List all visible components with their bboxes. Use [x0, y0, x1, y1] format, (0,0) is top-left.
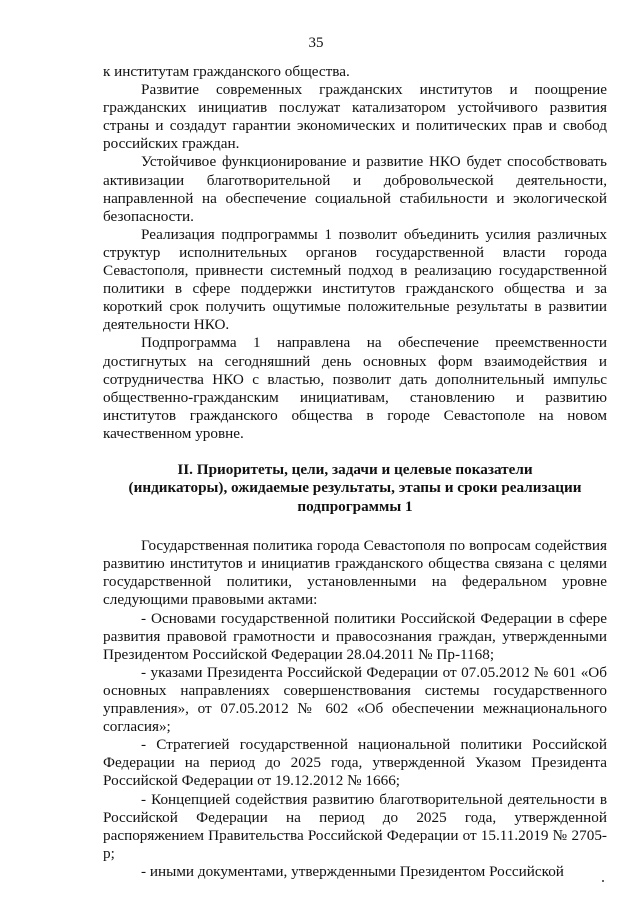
section-heading-line-1: II. Приоритеты, цели, задачи и целевые показатели: [177, 460, 533, 478]
page-speck: [602, 880, 604, 882]
list-item-legal-literacy: - Основами государственной политики Российской Федерации в сфере развития правовой грамотности и правосознания граждан, утвержденными Президентом Российской Федерации 28.04.2011 № Пр-1168;: [103, 609, 607, 663]
paragraph-state-policy: Государственная политика города Севастополя по вопросам содействия развитию институтов и инициатив гражданского общества связана с целями государственной политики, установленными на федеральном уровне следующими правовыми актами:: [103, 537, 607, 609]
paragraph-subprogram-aim: Подпрограмма 1 направлена на обеспечение преемственности достигнутых на сегодняшний день основных форм взаимодействия и сотрудничества НКО с властью, позволит дать дополнительный импульс общественно-гражданским инициативам, становлению и развитию институтов гражданского общества в городе Севастополе на новом качественном уровне.: [103, 334, 607, 442]
paragraph-civil-institutions: Развитие современных гражданских институтов и поощрение гражданских инициатив послужат катализатором устойчивого развития страны и создадут гарантии экономических и политических прав и свобод российских граждан.: [103, 81, 607, 153]
page-content: [103, 63, 607, 881]
paragraph-nko-functioning: Устойчивое функционирование и развитие НКО будет способствовать активизации благотворительной и добровольческой деятельности, направленной на обеспечение социальной стабильности и экологической безопасности.: [103, 153, 607, 225]
list-item-charity-concept: - Концепцией содействия развитию благотворительной деятельности в Российской Федерации на период до 2025 года, утвержденной распоряжением Правительства Российской Федерации от 15.11.2019 № 2705-р;: [103, 790, 607, 862]
paragraph-subprogram-implementation: Реализация подпрограммы 1 позволит объединить усилия различных структур исполнительных органов государственной власти города Севастополя, привнести системный подход в реализацию государственной политики в сфере поддержки институтов гражданского общества и за короткий срок получить ощутимые положительные результаты в развитии деятельности НКО.: [103, 225, 607, 334]
list-item-other-documents: - иными документами, утвержденными Президентом Российской: [141, 862, 564, 880]
section-heading-line-2: (индикаторы), ожидаемые результаты, этапы и сроки реализации: [128, 479, 582, 497]
list-item-national-policy-strategy: - Стратегией государственной национальной политики Российской Федерации на период до 2025 года, утвержденной Указом Президента Российской Федерации от 19.12.2012 № 1666;: [103, 736, 607, 790]
list-item-presidential-decrees: - указами Президента Российской Федерации от 07.05.2012 № 601 «Об основных направлениях совершенствования системы государственного управления», от 07.05.2012 № 602 «Об обеспечении межнационального согласия»;: [103, 663, 607, 736]
page-number: 35: [308, 35, 324, 51]
section-heading: [103, 461, 607, 516]
section-heading-line-3: подпрограммы 1: [297, 497, 413, 515]
paragraph-continuation: к институтам гражданского общества.: [103, 63, 350, 80]
